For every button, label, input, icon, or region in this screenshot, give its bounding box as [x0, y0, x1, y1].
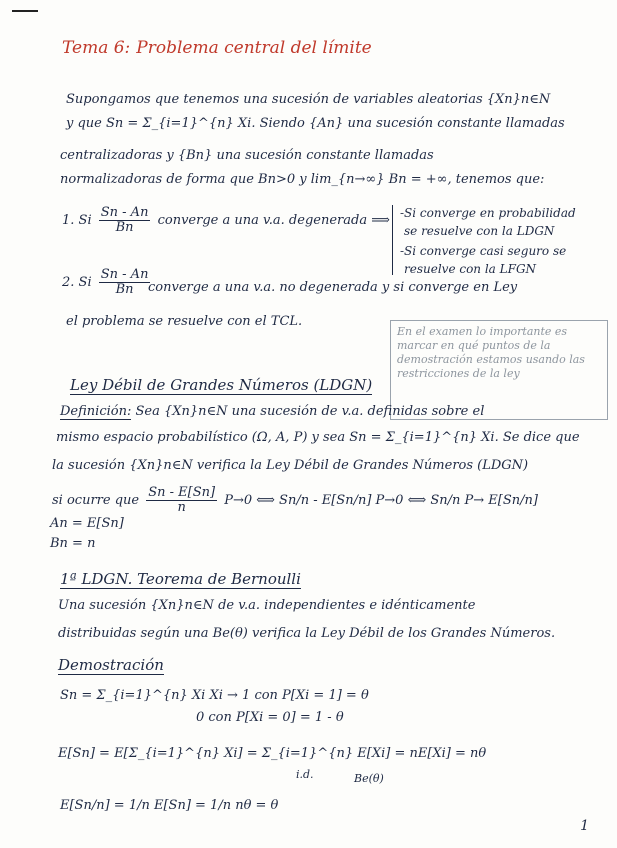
item-1-branch-2: se resuelve con la LDGN	[404, 224, 555, 238]
bernoulli-heading: 1ª LDGN. Teorema de Bernoulli	[60, 570, 301, 588]
title-label: Tema 6:	[62, 38, 131, 58]
item-1-numerator: Sn - An	[100, 205, 149, 220]
proof-line-3: E[Sn] = E[Σ_{i=1}^{n} Xi] = Σ_{i=1}^{n} E[Xi] = nE[Xi] = nθ	[58, 746, 487, 761]
proof-line-1: Sn = Σ_{i=1}^{n} Xi Xi → 1 con P[Xi = 1] = θ	[60, 688, 369, 703]
intro-line-1: Supongamos que tenemos una sucesión de variables aleatorias {Xn}n∈N	[66, 92, 551, 107]
item-1-fraction	[99, 206, 151, 235]
bn-definition: Bn = n	[50, 536, 96, 551]
item-2-denominator: Bn	[115, 282, 134, 297]
definition-prefix: si ocurre que	[52, 493, 140, 508]
item-1-prefix: 1. Si	[62, 213, 92, 228]
item-2	[62, 268, 153, 297]
definition-line-3: la sucesión {Xn}n∈N verifica la Ley Débil de Grandes Números (LDGN)	[52, 458, 529, 473]
demonstration-label: Demostración	[58, 656, 164, 674]
item-2-fraction	[99, 268, 151, 297]
ldgn-numerator: Sn - E[Sn]	[148, 485, 216, 500]
item-2-numerator: Sn - An	[100, 267, 149, 282]
item-1-branch-3: -Si converge casi seguro se	[400, 244, 567, 258]
title-text: Problema central del límite	[136, 38, 372, 58]
exam-note: En el examen lo importante es marcar en qué puntos de la demostración estamos usando las restricciones de la ley	[390, 320, 608, 420]
intro-line-4: normalizadoras de forma que Bn>0 y lim_{n→∞} Bn = +∞, tenemos que:	[60, 172, 545, 187]
item-1-denominator: Bn	[115, 220, 134, 235]
pen-mark	[12, 10, 38, 12]
item-2-prefix: 2. Si	[62, 275, 92, 290]
page-number: 1	[580, 818, 589, 834]
definition-label: Definición:	[60, 404, 132, 419]
bernoulli-line-2: distribuidas según una Be(θ) verifica la Ley Débil de los Grandes Números.	[58, 626, 556, 641]
ldgn-definition	[60, 404, 484, 419]
intro-line-2: y que Sn = Σ_{i=1}^{n} Xi. Siendo {An} una sucesión constante llamadas	[66, 116, 565, 131]
item-2-text-2: el problema se resuelve con el TCL.	[66, 314, 303, 329]
intro-line-3: centralizadoras y {Bn} una sucesión constante llamadas	[60, 148, 434, 163]
item-1-text: converge a una v.a. degenerada ⟹	[157, 213, 390, 228]
proof-note-be: Be(θ)	[354, 772, 384, 785]
item-1	[62, 206, 390, 235]
item-2-text: converge a una v.a. no degenerada y si converge en Ley	[148, 280, 518, 295]
definition-line-4	[52, 486, 538, 515]
bernoulli-line-1: Una sucesión {Xn}n∈N de v.a. independientes e idénticamente	[58, 598, 476, 613]
item-1-branch-1: -Si converge en probabilidad	[400, 206, 576, 220]
item-1-branch-4: resuelve con la LFGN	[404, 262, 537, 276]
page-title	[62, 38, 372, 58]
ldgn-heading: Ley Débil de Grandes Números (LDGN)	[70, 376, 373, 394]
ldgn-fraction	[146, 486, 217, 515]
ldgn-convergence: P→0 ⟺ Sn/n - E[Sn/n] P→0 ⟺ Sn/n P→ E[Sn/n]	[224, 493, 538, 508]
an-definition: An = E[Sn]	[50, 516, 124, 531]
proof-line-4: E[Sn/n] = 1/n E[Sn] = 1/n nθ = θ	[60, 798, 279, 813]
definition-line-1: Sea {Xn}n∈N una sucesión de v.a. definidas sobre el	[135, 404, 485, 419]
brace	[392, 205, 397, 275]
definition-line-2: mismo espacio probabilístico (Ω, A, P) y sea Sn = Σ_{i=1}^{n} Xi. Se dice que	[56, 430, 580, 445]
ldgn-denominator: n	[177, 500, 186, 515]
proof-line-2: 0 con P[Xi = 0] = 1 - θ	[196, 710, 344, 725]
proof-note-id: i.d.	[296, 768, 314, 781]
